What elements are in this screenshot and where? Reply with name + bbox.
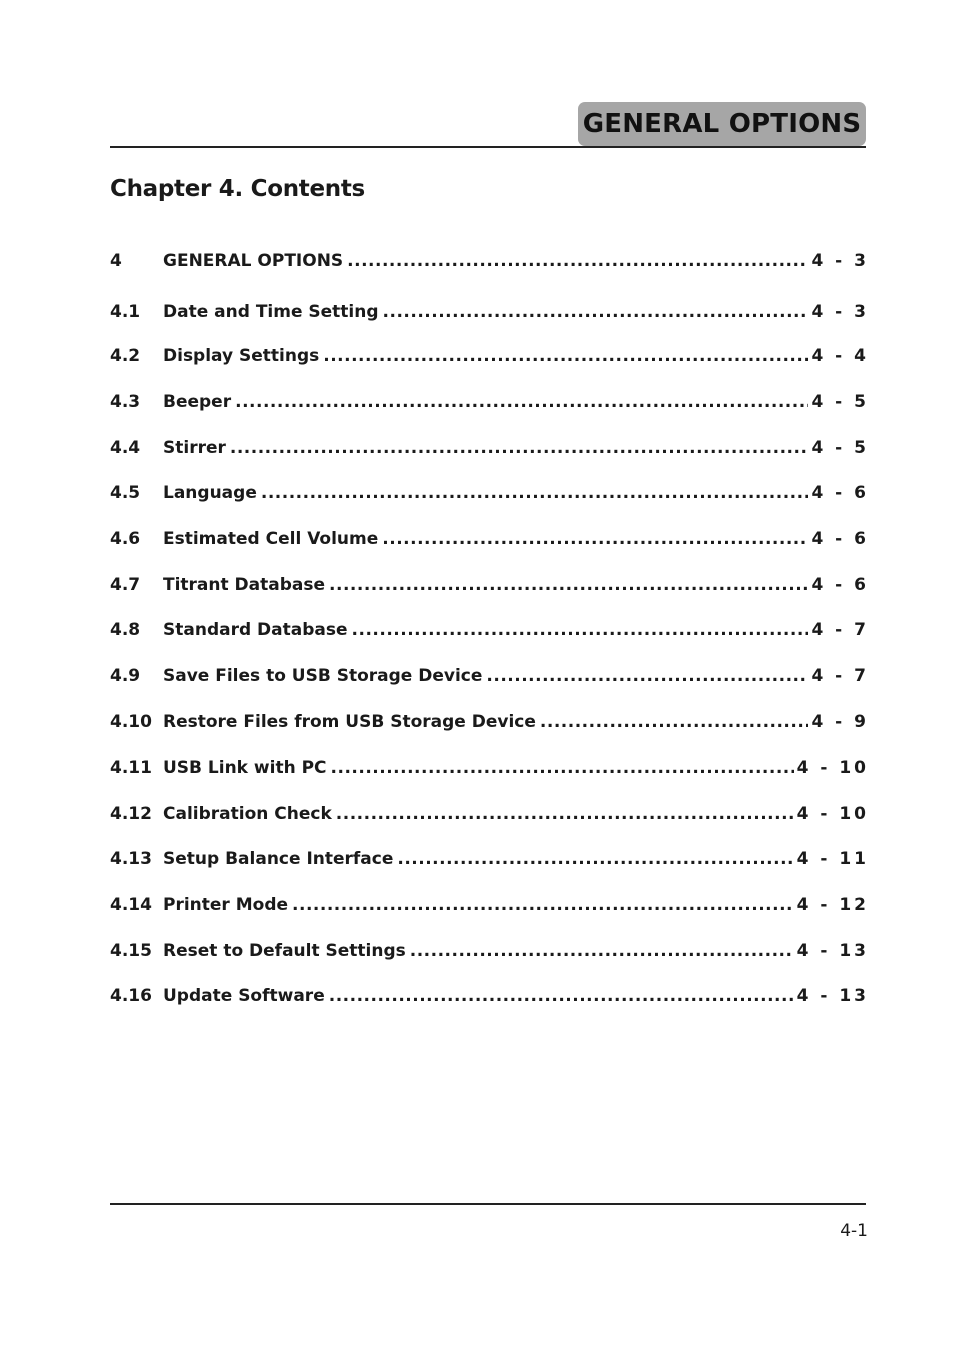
toc-entry-page: 4 - 10 xyxy=(796,758,869,778)
toc-entry-title: Restore Files from USB Storage Device xyxy=(163,712,536,732)
toc-entry-number: 4.10 xyxy=(110,712,152,732)
toc-entry-number: 4.9 xyxy=(110,666,141,686)
toc-entry-title: Calibration Check xyxy=(163,804,332,824)
toc-entry[interactable] xyxy=(110,483,869,505)
toc-entry[interactable] xyxy=(110,986,869,1008)
toc-entry-page: 4 - 7 xyxy=(811,620,869,640)
toc-entry-title: Display Settings xyxy=(163,346,320,366)
toc-entry-page: 4 - 6 xyxy=(811,529,869,549)
toc-entry-number: 4.2 xyxy=(110,346,141,366)
toc-entry[interactable] xyxy=(110,804,869,826)
toc-entry-number: 4.1 xyxy=(110,302,141,322)
toc-dot-leader xyxy=(329,986,794,1006)
toc-entry-title: Stirrer xyxy=(163,438,226,458)
table-of-contents xyxy=(110,0,869,1351)
toc-entry[interactable] xyxy=(110,712,869,734)
toc-entry-number: 4.16 xyxy=(110,986,152,1006)
toc-entry[interactable] xyxy=(110,895,869,917)
toc-entry-number: 4.13 xyxy=(110,849,152,869)
toc-dot-leader xyxy=(323,346,808,366)
toc-entry-page: 4 - 3 xyxy=(811,302,869,322)
toc-entry-page: 4 - 13 xyxy=(796,941,869,961)
toc-entry-title: Standard Database xyxy=(163,620,348,640)
toc-entry-page: 4 - 6 xyxy=(811,575,869,595)
toc-entry-page: 4 - 3 xyxy=(811,251,869,271)
toc-dot-leader xyxy=(331,758,794,778)
chapter-title: Chapter 4. Contents xyxy=(110,176,365,202)
toc-entry-title: Language xyxy=(163,483,257,503)
toc-entry-number: 4.8 xyxy=(110,620,141,640)
toc-dot-leader xyxy=(540,712,809,732)
toc-entry-number: 4.11 xyxy=(110,758,152,778)
toc-entry-page: 4 - 6 xyxy=(811,483,869,503)
toc-entry-title: Estimated Cell Volume xyxy=(163,529,379,549)
toc-dot-leader xyxy=(235,392,808,412)
toc-entry-number: 4.4 xyxy=(110,438,141,458)
toc-entry-title: USB Link with PC xyxy=(163,758,327,778)
toc-entry-number: 4.3 xyxy=(110,392,141,412)
toc-entry-number: 4.12 xyxy=(110,804,152,824)
toc-entry-number: 4.6 xyxy=(110,529,141,549)
toc-dot-leader xyxy=(336,804,794,824)
toc-entry[interactable] xyxy=(110,346,869,368)
toc-entry-number: 4.7 xyxy=(110,575,141,595)
toc-entry-page: 4 - 10 xyxy=(796,804,869,824)
toc-entry-title: GENERAL OPTIONS xyxy=(163,251,344,271)
toc-entry[interactable] xyxy=(110,758,869,780)
toc-entry-page: 4 - 9 xyxy=(811,712,869,732)
toc-entry[interactable] xyxy=(110,438,869,460)
toc-entry[interactable] xyxy=(110,302,869,324)
toc-dot-leader xyxy=(352,620,809,640)
toc-dot-leader xyxy=(383,302,809,322)
toc-entry[interactable] xyxy=(110,529,869,551)
toc-entry-number: 4.5 xyxy=(110,483,141,503)
toc-entry[interactable] xyxy=(110,575,869,597)
toc-dot-leader xyxy=(382,529,808,549)
toc-entry[interactable] xyxy=(110,620,869,642)
toc-entry-number: 4.14 xyxy=(110,895,152,915)
page-number: 4-1 xyxy=(840,1221,868,1241)
toc-entry[interactable] xyxy=(110,251,869,273)
toc-entry[interactable] xyxy=(110,392,869,414)
toc-entry-title: Date and Time Setting xyxy=(163,302,379,322)
footer-rule xyxy=(110,1203,866,1205)
toc-entry-number: 4.15 xyxy=(110,941,152,961)
toc-entry-number: 4 xyxy=(110,251,122,271)
toc-entry-title: Save Files to USB Storage Device xyxy=(163,666,483,686)
toc-dot-leader xyxy=(292,895,794,915)
toc-entry[interactable] xyxy=(110,666,869,688)
toc-entry-page: 4 - 13 xyxy=(796,986,869,1006)
toc-entry-page: 4 - 12 xyxy=(796,895,869,915)
toc-entry-page: 4 - 4 xyxy=(811,346,869,366)
toc-dot-leader xyxy=(261,483,809,503)
toc-entry-title: Update Software xyxy=(163,986,325,1006)
toc-entry[interactable] xyxy=(110,849,869,871)
section-badge-label: GENERAL OPTIONS xyxy=(582,109,862,139)
toc-dot-leader xyxy=(410,941,794,961)
toc-entry-page: 4 - 5 xyxy=(811,438,869,458)
toc-entry-title: Titrant Database xyxy=(163,575,326,595)
toc-dot-leader xyxy=(329,575,808,595)
toc-entry-title: Printer Mode xyxy=(163,895,289,915)
toc-entry-page: 4 - 5 xyxy=(811,392,869,412)
toc-dot-leader xyxy=(397,849,793,869)
toc-entry-page: 4 - 11 xyxy=(796,849,869,869)
toc-entry[interactable] xyxy=(110,941,869,963)
toc-dot-leader xyxy=(347,251,808,271)
toc-entry-title: Beeper xyxy=(163,392,232,412)
toc-entry-title: Setup Balance Interface xyxy=(163,849,394,869)
toc-dot-leader xyxy=(486,666,808,686)
toc-dot-leader xyxy=(230,438,809,458)
toc-entry-page: 4 - 7 xyxy=(811,666,869,686)
toc-entry-title: Reset to Default Settings xyxy=(163,941,406,961)
